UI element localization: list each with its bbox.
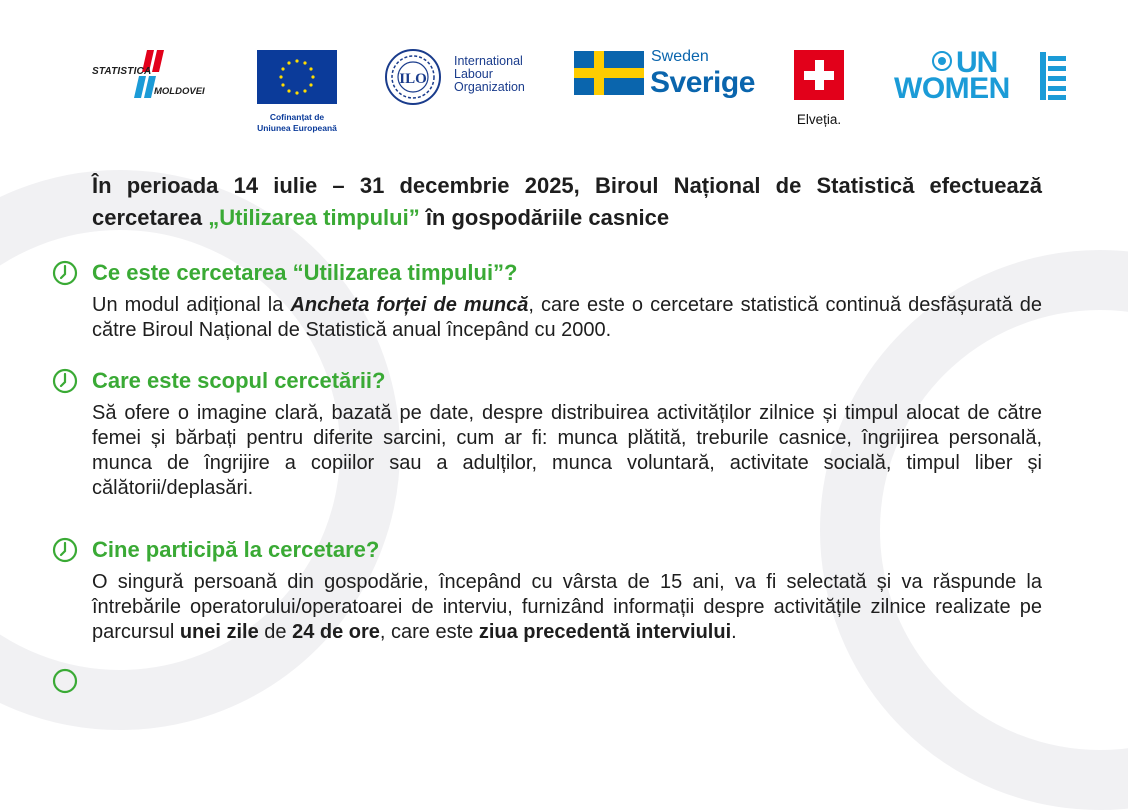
body-text: , care este — [379, 621, 479, 643]
eu-caption-line1: Cofinanțat de — [269, 112, 325, 122]
intro-highlight: „Utilizarea timpului” — [208, 205, 420, 230]
body-text: O singură persoană din gospodărie, începând cu vârsta de 15 ani, va fi selectată și va răspunde la întrebările operatorului/operatoarei de interviu, furnizând informații despre activitățile zilnice realizate pe parcursul — [92, 571, 1042, 643]
section-participants — [52, 535, 1042, 645]
sweden-flag-icon — [574, 51, 644, 95]
intro-part2: în gospodăriile casnice — [419, 205, 670, 230]
bold-previous-day: ziua precedentă interviului — [478, 621, 732, 643]
ilo-line2: Labour — [454, 67, 493, 81]
bold-one-day: unei zile — [179, 621, 259, 643]
clock-icon — [52, 537, 78, 563]
women-text: WOMEN — [894, 72, 1010, 105]
intro-part1: În perioada 14 iulie – 31 decembrie 2025, Biroul Național de Statistică efectuează cercetarea — [92, 173, 1042, 230]
section-title: Care este scopul cercetării? — [92, 368, 386, 393]
partner-logos — [0, 40, 1128, 140]
body-text: . — [731, 621, 737, 643]
sweden-text: Sweden — [651, 48, 709, 65]
sweden-logo — [574, 48, 754, 108]
survey-name-emphasis: Ancheta forței de muncă — [290, 294, 529, 316]
section-body — [92, 570, 1042, 645]
intro-heading — [92, 170, 1042, 234]
ilo-line3: Organization — [454, 80, 525, 94]
section-purpose — [52, 366, 1042, 501]
eu-caption-line2: Uniunea Europeană — [257, 123, 337, 133]
swiss-flag-icon — [794, 50, 844, 100]
body-text: , care este o cercetare statistică continuă desfășurată de către Biroul Național de Statistică anual începând cu 2000. — [92, 294, 1042, 341]
un-text: UN — [956, 46, 998, 79]
section-what-is — [52, 258, 1042, 343]
section-title: Ce este cercetarea “Utilizarea timpului”? — [92, 260, 518, 285]
section-body: Să ofere o imagine clară, bazată pe date, despre distribuirea activităților zilnice și timpul alocat de către femei și bărbați pentru diferite sarcini, cum ar fi: munca plătită, treburile casnice, îngrijirea personală, munca de îngrijire a copiilor sau a adulților, munca voluntară, activitate socială, timpul liber și călătorii/deplasări. — [92, 402, 1042, 499]
eu-logo — [252, 50, 352, 140]
moldovei-text: MOLDOVEI — [154, 86, 205, 97]
section-body — [92, 293, 1042, 343]
section-title: Cine participă la cercetare? — [92, 537, 380, 562]
eu-caption — [244, 112, 350, 134]
elvetia-text: Elveția. — [796, 112, 842, 127]
statistica-text: STATISTICA — [92, 66, 152, 77]
bold-24-hours: 24 de ore — [292, 621, 380, 643]
clock-icon — [52, 368, 78, 394]
statistica-moldovei-logo — [92, 48, 242, 98]
un-women-logo — [892, 46, 1072, 110]
ilo-line1: International — [454, 54, 523, 68]
switzerland-logo — [788, 50, 858, 130]
body-text: Un modul adițional la — [92, 294, 291, 316]
clock-icon — [52, 260, 78, 286]
clock-icon-partial — [52, 668, 78, 694]
ilo-name — [454, 55, 525, 94]
svg-text:ILO: ILO — [399, 71, 427, 87]
ilo-emblem-icon — [384, 48, 442, 106]
body-text: de — [258, 621, 293, 643]
sverige-text: Sverige — [650, 66, 755, 99]
eu-flag-icon — [257, 50, 337, 104]
ilo-logo — [384, 48, 534, 108]
